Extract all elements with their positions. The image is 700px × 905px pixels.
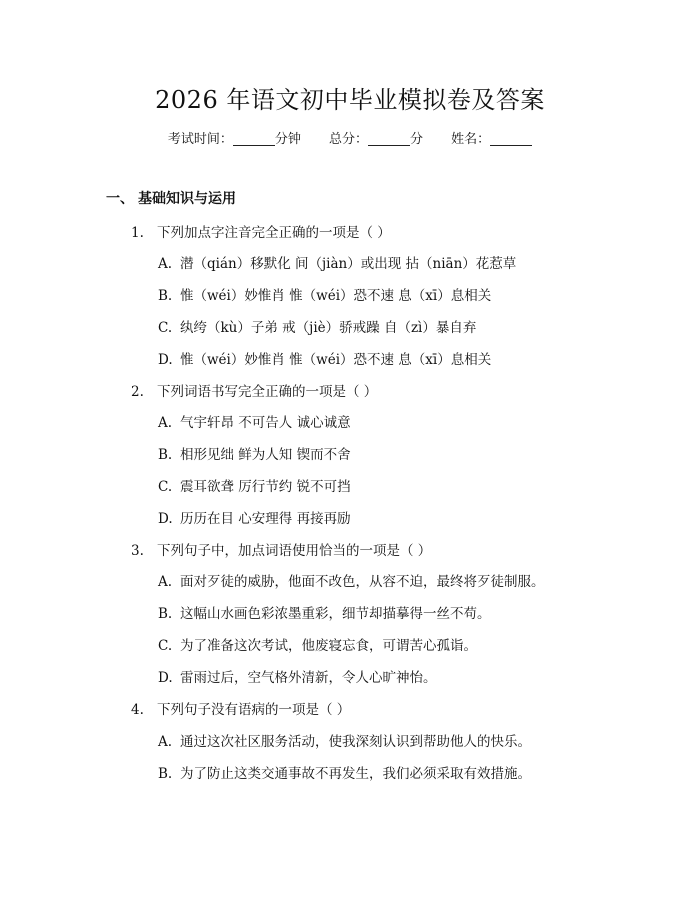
option-label: B. [158,288,173,304]
exam-time-unit: 分钟 [274,132,301,147]
question-3-option-a [158,571,545,593]
option-text: 气宇轩昂 不可告人 诚心诚意 [180,415,351,431]
section-number: 一、 [106,191,134,207]
question-2-option-b [158,444,351,466]
option-label: A. [158,734,173,750]
question-number: 1. [131,225,144,241]
total-score-unit: 分 [410,132,424,147]
option-text: 雷雨过后，空气格外清新，令人心旷神怡。 [180,670,437,686]
option-label: D. [158,511,173,527]
question-2-option-c [158,476,351,498]
question-text: 下列句子没有语病的一项是（ ） [157,702,351,718]
question-4 [131,699,350,721]
question-1-option-a [158,253,516,275]
question-2-option-a [158,412,351,434]
question-2 [131,381,377,403]
option-label: B. [158,606,173,622]
question-4-option-b [158,763,531,785]
total-score-label: 总分： [328,132,368,147]
option-text: 惟（wéi）妙惟肖 惟（wéi）恐不速 息（xī）息相关 [180,352,492,368]
option-label: D. [158,352,173,368]
exam-meta [0,130,700,150]
option-text: 惟（wéi）妙惟肖 惟（wéi）恐不速 息（xī）息相关 [180,288,492,304]
option-label: C. [158,479,173,495]
question-4-option-a [158,731,531,753]
question-text: 下列词语书写完全正确的一项是（ ） [157,384,378,400]
question-1-option-b [158,285,491,307]
student-name-label: 姓名： [451,132,491,147]
option-text: 这幅山水画色彩浓墨重彩，细节却描摹得一丝不苟。 [180,606,491,622]
question-text: 下列加点字注音完全正确的一项是（ ） [157,225,391,241]
question-3-option-b [158,603,491,625]
option-label: B. [158,447,173,463]
exam-time-blank [233,131,275,146]
question-number: 4. [131,702,144,718]
option-text: 为了准备这次考试，他废寝忘食，可谓苦心孤诣。 [180,638,477,654]
section-heading [106,188,236,210]
exam-title: 2026 年语文初中毕业模拟卷及答案 [155,86,545,114]
option-label: A. [158,415,173,431]
question-number: 3. [131,543,144,559]
student-name-blank [490,131,532,146]
option-label: C. [158,320,173,336]
option-text: 相形见绌 鲜为人知 锲而不舍 [180,447,351,463]
option-label: D. [158,670,173,686]
option-text: 潜（qián）移默化 间（jiàn）或出现 拈（niān）花惹草 [180,256,517,272]
total-score-field [329,130,423,150]
question-2-option-d [158,508,351,530]
option-text: 面对歹徒的威胁，他面不改色，从容不迫，最终将歹徒制服。 [180,574,545,590]
option-label: A. [158,574,173,590]
question-3 [131,540,431,562]
question-3-option-d [158,667,437,689]
question-1 [131,222,391,244]
option-label: C. [158,638,173,654]
option-label: A. [158,256,173,272]
total-score-blank [368,131,410,146]
option-text: 纨绔（kù）子弟 戒（jiè）骄戒躁 自（zì）暴自弃 [180,320,477,336]
option-text: 通过这次社区服务活动，使我深刻认识到帮助他人的快乐。 [180,734,531,750]
option-text: 为了防止这类交通事故不再发生，我们必须采取有效措施。 [180,766,531,782]
question-1-option-c [158,317,476,339]
question-number: 2. [131,384,144,400]
option-text: 震耳欲聋 厉行节约 锐不可挡 [180,479,351,495]
option-label: B. [158,766,173,782]
exam-time-label: 考试时间： [167,132,233,147]
section-title: 基础知识与运用 [138,191,236,207]
student-name-field [451,130,532,150]
exam-time-field [168,130,301,150]
question-1-option-d [158,349,491,371]
option-text: 历历在目 心安理得 再接再励 [180,511,351,527]
question-3-option-c [158,635,477,657]
question-text: 下列句子中，加点词语使用恰当的一项是（ ） [157,543,432,559]
